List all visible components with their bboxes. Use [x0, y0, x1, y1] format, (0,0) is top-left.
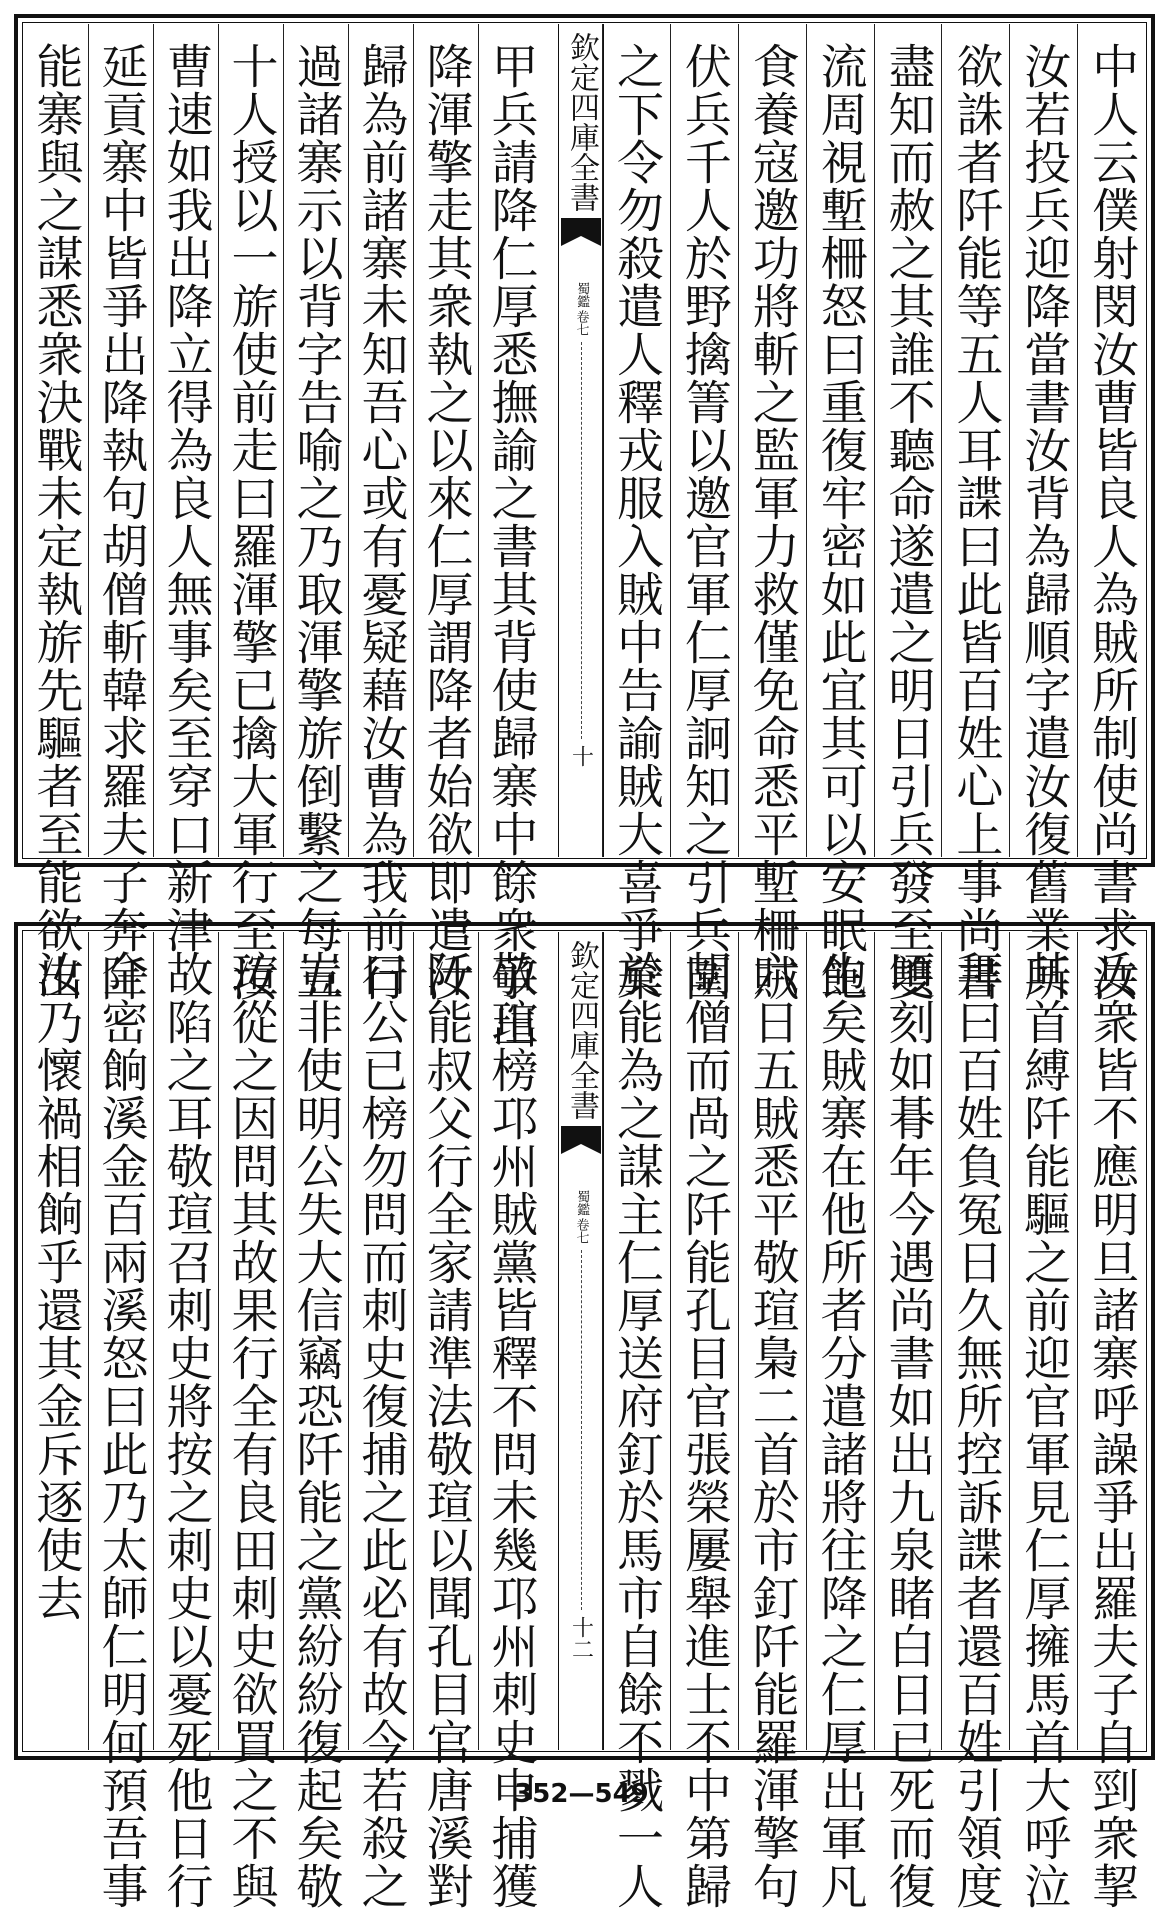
- column-text: 阡能叔父行全家請準法敬瑄以聞孔目官唐溪對: [418, 950, 474, 1910]
- column-text: 汝若投兵迎降當書汝背為歸順字遣汝復舊業所: [1016, 42, 1072, 1002]
- text-column: [602, 932, 670, 1910]
- column-text: 胡僧而咼之阡能孔目官張榮屢舉進士不中第歸: [676, 950, 732, 1910]
- text-column: [348, 932, 413, 1910]
- text-column: [24, 24, 88, 1002]
- column-text: 盡知而赦之其誰不聽命遂遣之明日引兵發至雙: [880, 42, 936, 1002]
- page-number: 352—549: [514, 1779, 649, 1809]
- column-text: 敬瑄榜邛州賊黨皆釋不問未幾邛州刺史申捕獲: [483, 950, 539, 1910]
- text-column: [738, 932, 806, 1910]
- text-column: [283, 24, 348, 1002]
- text-column: [88, 24, 153, 1002]
- column-text: 六日五賊悉平敬瑄梟二首於市釘阡能羅渾擎句: [744, 950, 800, 1910]
- column-text: 欲誅者阡能等五人耳諜曰此皆百姓心上事尚書: [948, 42, 1004, 1002]
- fishtail-mark-icon: [561, 1126, 601, 1160]
- column-text: 曰公已榜勿問而刺史復捕之此必有故今若殺之: [353, 950, 409, 1910]
- column-text: 生矣賊寨在他所者分遣諸將往降之仁厚出軍凡: [812, 950, 868, 1910]
- text-column: [478, 24, 543, 1050]
- column-text: 曹速如我出降立得為良人無事矣至穿口新津: [158, 42, 214, 954]
- left-half-columns: [24, 24, 543, 1050]
- text-column: [218, 24, 283, 1002]
- column-text: 食養寇邀功將斬之監軍力救僅免命悉平塹柵賊: [744, 42, 800, 1002]
- text-column: [348, 24, 413, 1002]
- collection-title: 欽定四庫全書: [564, 940, 599, 1120]
- center-fold-strip: [558, 932, 604, 1750]
- text-column: [670, 24, 738, 1002]
- column-text: 十人授以一旂使前走曰羅渾擎已擒大軍行至汝: [223, 42, 279, 1002]
- text-column: [283, 932, 348, 1910]
- left-half-columns: [24, 932, 543, 1910]
- volume-label: 卷七: [573, 310, 589, 336]
- column-text: 其首縛阡能驅之前迎官軍見仁厚擁馬首大呼泣: [1016, 950, 1072, 1910]
- fishtail-mark-icon: [561, 218, 601, 252]
- fold-line: [581, 1250, 582, 1610]
- right-half-columns: [602, 932, 1145, 1910]
- text-column: [806, 24, 874, 1002]
- text-column: [670, 932, 738, 1910]
- center-fold-strip: [558, 24, 604, 857]
- text-column: [413, 932, 478, 1910]
- text-column: [941, 24, 1009, 1002]
- volume-label: 卷七: [573, 1218, 589, 1244]
- column-text: 拜曰百姓負冤日久無所控訴諜者還百姓引領度: [948, 950, 1004, 1910]
- text-column: [941, 932, 1009, 1910]
- column-text: 歸為前諸寨未知吾心或有憂疑藉汝曹為我前行: [353, 42, 409, 1002]
- text-column: [88, 932, 153, 1910]
- column-text: 降渾擎走其衆執之以來仁厚謂降者始欲即遣汝: [418, 42, 474, 1002]
- text-column: [153, 24, 218, 954]
- text-column: [413, 24, 478, 1002]
- leaf-number: 十: [568, 745, 594, 767]
- text-column: [738, 24, 806, 1002]
- book-title: 蜀鑑: [574, 282, 590, 308]
- text-column: [1077, 932, 1145, 1910]
- column-text: 瑄從之因問其故果行全有良田刺史欲買之不與: [223, 950, 279, 1910]
- text-column: [874, 24, 942, 1002]
- column-text: 故陷之耳敬瑄召刺史將按之刺史以憂死他日行: [158, 950, 214, 1910]
- text-column: [24, 932, 88, 1750]
- column-text: 流周視塹柵怒曰重復牢密如此宜其可以安眠飽: [812, 42, 868, 1002]
- column-text: 延貢寨中皆爭出降執句胡僧斬韓求羅夫子奔阡: [93, 42, 149, 1002]
- text-column: [806, 932, 874, 1910]
- right-half-columns: [602, 24, 1145, 1002]
- column-text: 能寨與之謀悉衆決戰未定執旂先驅者至能欲出: [28, 42, 84, 1002]
- text-column: [153, 932, 218, 1910]
- collection-title: 欽定四庫全書: [564, 32, 599, 212]
- text-column: [478, 932, 543, 1910]
- text-column: [218, 932, 283, 1910]
- column-text: 汝乃懷禍相餉乎還其金斥逐使去: [28, 950, 84, 1622]
- text-column: [1009, 24, 1077, 1002]
- book-title: 蜀鑑: [574, 1190, 590, 1216]
- column-text: 全密餉溪金百兩溪怒曰此乃太師仁明何預吾事: [93, 950, 149, 1910]
- column-text: 伏兵千人於野擒箐以邀官軍仁厚詗知之引兵圍: [676, 42, 732, 1002]
- column-text: 甲兵請降仁厚悉撫諭之書其背使歸寨中餘衆爭出: [483, 42, 539, 1050]
- text-column: [1009, 932, 1077, 1910]
- column-text: 兵衆皆不應明旦諸寨呼譟爭出羅夫子自剄衆挈: [1084, 950, 1140, 1910]
- text-column: [602, 24, 670, 1002]
- column-text: 頃刻如朞年今遇尚書如出九泉睹白日已死而復: [880, 950, 936, 1910]
- text-column: [1077, 24, 1145, 1002]
- column-text: 於能為之謀主仁厚送府釘於馬市自餘不戮一人: [608, 950, 664, 1910]
- column-text: 過諸寨示以背字告喻之乃取渾擎旂倒繫之每五: [288, 42, 344, 1002]
- fold-line: [581, 342, 582, 739]
- column-text: 豈非使明公失大信竊恐阡能之黨紛紛復起矣敬: [288, 950, 344, 1910]
- column-text: 中人云僕射閔汝曹皆良人為賊所制使尚書求汝: [1084, 42, 1140, 1002]
- leaf-number: 十二: [568, 1616, 594, 1660]
- text-column: [874, 932, 942, 1910]
- column-text: 之下令勿殺遣人釋戎服入賊中告諭賊大喜爭棄: [608, 42, 664, 1002]
